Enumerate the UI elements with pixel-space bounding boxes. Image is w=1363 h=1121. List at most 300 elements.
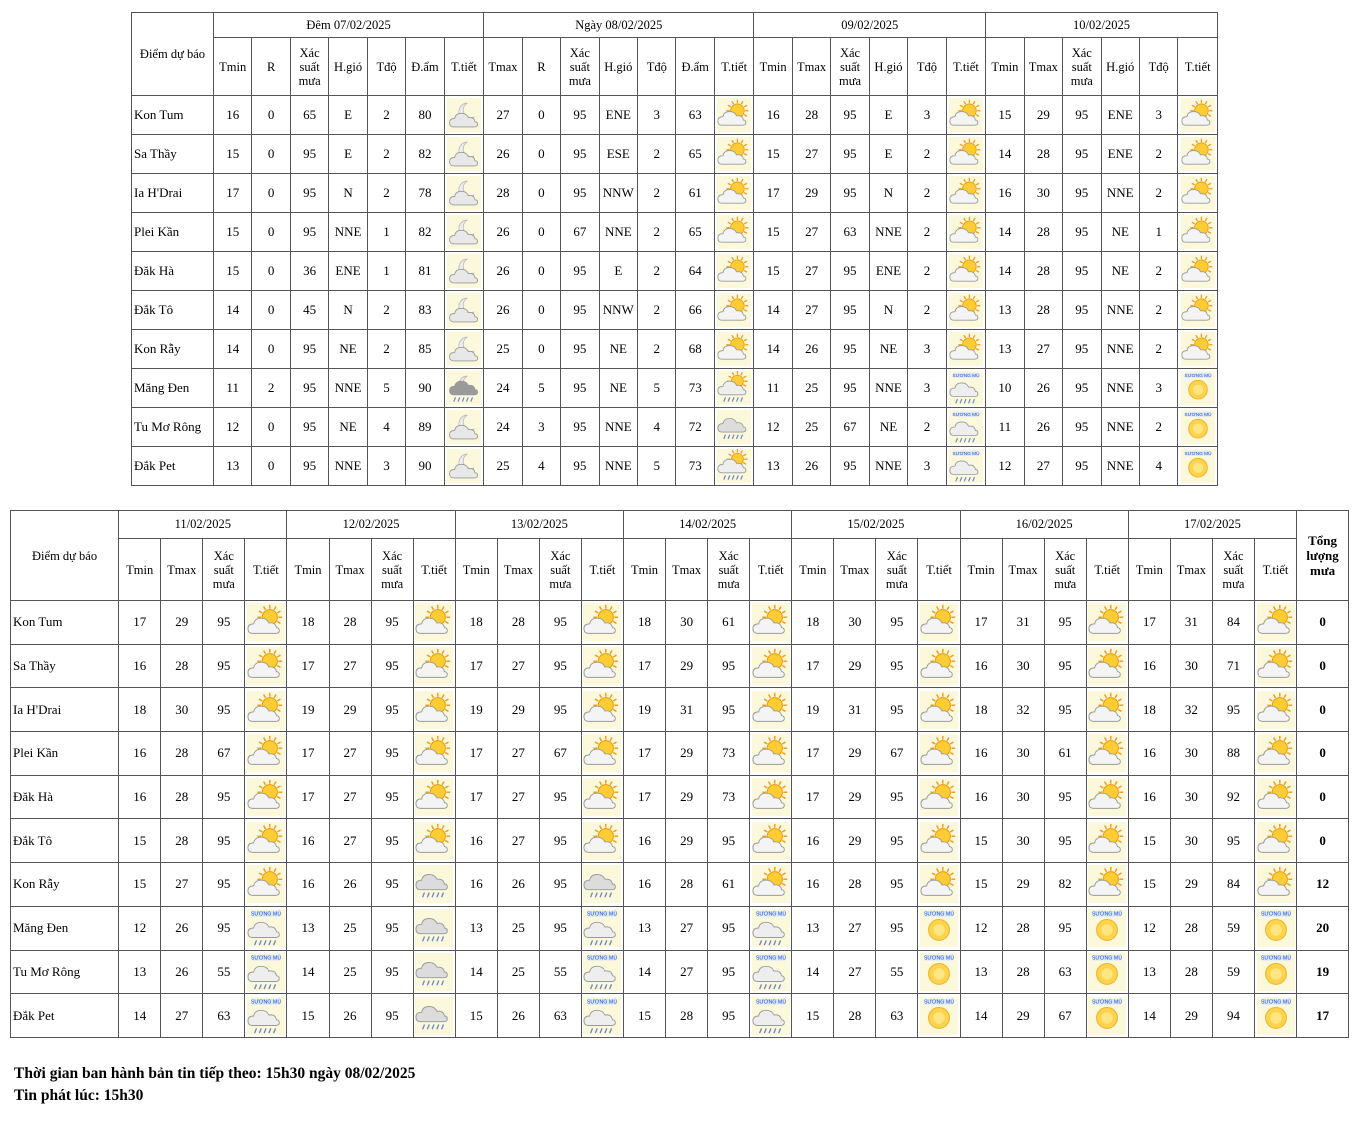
value-cell: 16 [754, 96, 792, 135]
value-cell: NNE [869, 369, 907, 408]
day-header: 15/02/2025 [792, 511, 960, 539]
value-cell: 11 [213, 369, 251, 408]
value-cell: 61 [676, 174, 714, 213]
value-cell: 17 [455, 775, 497, 819]
weather-cell [1086, 994, 1128, 1038]
value-cell: 28 [329, 601, 371, 645]
value-cell: 26 [497, 994, 539, 1038]
fog-label: SƯƠNG MÙ [755, 955, 786, 962]
column-header: Tmin [986, 38, 1024, 96]
value-cell: 28 [161, 819, 203, 863]
value-cell: 61 [708, 863, 750, 907]
next-issue-time: Thời gian ban hành bản tin tiếp theo: 15h30 ngày 08/02/2025 [14, 1065, 416, 1082]
weather-cell [918, 906, 960, 950]
value-cell: 90 [406, 369, 444, 408]
value-cell: 95 [831, 291, 869, 330]
value-cell: 28 [1024, 135, 1062, 174]
value-cell: 14 [754, 330, 792, 369]
value-cell: 16 [1128, 775, 1170, 819]
fog-label: SƯƠNG MÙ [1092, 911, 1123, 918]
sun-cloud-icon [1181, 293, 1215, 327]
value-cell: 78 [406, 174, 444, 213]
day-header: 10/02/2025 [986, 13, 1218, 38]
weather-cell [1178, 447, 1217, 486]
value-cell: 88 [1212, 732, 1254, 776]
value-cell: 25 [497, 906, 539, 950]
value-cell: 0 [522, 174, 560, 213]
value-cell: 95 [708, 644, 750, 688]
value-cell: 95 [876, 644, 918, 688]
value-cell: 65 [676, 135, 714, 174]
column-header: Xác suất mưa [876, 539, 918, 601]
weather-cell [413, 601, 455, 645]
value-cell: 16 [119, 775, 161, 819]
fog-sun-icon [1181, 449, 1215, 483]
column-header: Xác suất mưa [708, 539, 750, 601]
value-cell: 83 [406, 291, 444, 330]
column-header: T.tiết [581, 539, 623, 601]
value-cell: NE [869, 408, 907, 447]
value-cell: 3 [908, 96, 946, 135]
table-row [132, 135, 1218, 174]
weather-cell [750, 863, 792, 907]
column-header: T.tiết [918, 539, 960, 601]
value-cell: 28 [484, 174, 522, 213]
column-header: Tmax [1024, 38, 1062, 96]
value-cell: 2 [638, 252, 676, 291]
value-cell: 14 [213, 330, 251, 369]
fog-label: SƯƠNG MÙ [1092, 999, 1123, 1006]
value-cell: 24 [484, 369, 522, 408]
sun-cloud-icon [247, 603, 285, 641]
value-cell: 30 [1002, 819, 1044, 863]
value-cell: 2 [908, 135, 946, 174]
value-cell: 19 [792, 688, 834, 732]
value-cell: NNE [1101, 408, 1139, 447]
value-cell: 29 [497, 688, 539, 732]
value-cell: 30 [1002, 732, 1044, 776]
weather-cell [714, 447, 753, 486]
location-name: Kon Tum [11, 601, 119, 645]
value-cell: 13 [287, 906, 329, 950]
value-cell: 15 [287, 994, 329, 1038]
value-cell: 28 [161, 732, 203, 776]
value-cell: 45 [290, 291, 328, 330]
sun-cloud-icon [1088, 691, 1126, 729]
value-cell: 3 [908, 447, 946, 486]
value-cell: 26 [1024, 408, 1062, 447]
value-cell: 16 [623, 863, 665, 907]
weather-cell [714, 408, 753, 447]
table-row [132, 174, 1218, 213]
value-cell: 13 [986, 291, 1024, 330]
value-cell: 13 [1128, 950, 1170, 994]
fog-sun-icon [1181, 410, 1215, 444]
value-cell: 95 [539, 601, 581, 645]
value-cell: 13 [754, 447, 792, 486]
weather-cell [946, 291, 985, 330]
value-cell: 95 [1063, 291, 1101, 330]
value-cell: NNE [1101, 174, 1139, 213]
column-header: Xác suất mưa [1044, 539, 1086, 601]
column-header: Xác suất mưa [1212, 539, 1254, 601]
value-cell: 95 [203, 775, 245, 819]
value-cell: NNE [1101, 447, 1139, 486]
value-cell: NE [1101, 213, 1139, 252]
total-rain-value: 12 [1297, 863, 1349, 907]
fog-rain-icon [583, 997, 621, 1035]
column-header: T.tiết [1086, 539, 1128, 601]
value-cell: 27 [792, 135, 830, 174]
sun-cloud-icon [920, 865, 958, 903]
sun-cloud-icon [1257, 691, 1295, 729]
location-name: Kon Tum [132, 96, 214, 135]
value-cell: 4 [367, 408, 405, 447]
value-cell: 95 [561, 447, 599, 486]
value-cell: 13 [986, 330, 1024, 369]
value-cell: 28 [1024, 213, 1062, 252]
fog-label: SƯƠNG MÙ [1260, 911, 1291, 918]
sun-cloud-icon [717, 98, 751, 132]
value-cell: 95 [371, 601, 413, 645]
value-cell: 67 [1044, 994, 1086, 1038]
weather-cell [1254, 601, 1296, 645]
value-cell: 26 [161, 950, 203, 994]
value-cell: 2 [367, 135, 405, 174]
value-cell: 95 [876, 601, 918, 645]
weather-cell [1086, 732, 1128, 776]
cloud-rain-icon [583, 865, 621, 903]
value-cell: 95 [203, 601, 245, 645]
value-cell: 16 [287, 819, 329, 863]
weather-cell [714, 213, 753, 252]
column-header: Xác suất mưa [1063, 38, 1101, 96]
value-cell: 95 [831, 369, 869, 408]
value-cell: NNE [329, 447, 367, 486]
fog-label: SƯƠNG MÙ [250, 999, 282, 1006]
value-cell: 15 [119, 863, 161, 907]
value-cell: 85 [406, 330, 444, 369]
weather-cell [1178, 408, 1217, 447]
weather-cell [444, 447, 484, 486]
value-cell: N [869, 291, 907, 330]
weather-cell [1178, 369, 1217, 408]
value-cell: 27 [1024, 330, 1062, 369]
value-cell: 95 [1063, 408, 1101, 447]
table-row [132, 96, 1218, 135]
weather-cell [714, 330, 753, 369]
fog-rain-icon [949, 449, 983, 483]
sun-cloud-icon [949, 293, 983, 327]
column-header: H.gió [599, 38, 637, 96]
value-cell: 3 [1139, 369, 1177, 408]
value-cell: 28 [161, 775, 203, 819]
sun-cloud-icon [1257, 822, 1295, 860]
location-name: Kon Rẫy [132, 330, 214, 369]
value-cell: 3 [638, 96, 676, 135]
value-cell: 13 [960, 950, 1002, 994]
value-cell: 16 [986, 174, 1024, 213]
value-cell: 26 [484, 135, 522, 174]
weather-cell [1178, 96, 1217, 135]
value-cell: 25 [792, 369, 830, 408]
weather-cell [750, 819, 792, 863]
value-cell: 31 [1170, 601, 1212, 645]
value-cell: 84 [1212, 601, 1254, 645]
value-cell: 15 [1128, 863, 1170, 907]
value-cell: 95 [831, 447, 869, 486]
location-name: Ia H'Drai [132, 174, 214, 213]
column-header: Tmax [1002, 539, 1044, 601]
weather-cell [750, 732, 792, 776]
value-cell: 27 [484, 96, 522, 135]
weather-cell [918, 994, 960, 1038]
sun-cloud-icon [1257, 865, 1295, 903]
night-cloud-icon [447, 137, 481, 171]
value-cell: 27 [497, 732, 539, 776]
sun-cloud-icon [1181, 98, 1215, 132]
value-cell: 29 [1170, 994, 1212, 1038]
value-cell: 95 [831, 252, 869, 291]
value-cell: 28 [1024, 291, 1062, 330]
value-cell: 26 [484, 252, 522, 291]
value-cell: 13 [455, 906, 497, 950]
value-cell: 67 [539, 732, 581, 776]
column-header: Tmax [497, 539, 539, 601]
sun-cloud-icon [920, 603, 958, 641]
value-cell: 92 [1212, 775, 1254, 819]
value-cell: 95 [290, 447, 328, 486]
value-cell: 5 [367, 369, 405, 408]
weather-cell [714, 291, 753, 330]
value-cell: 27 [834, 950, 876, 994]
sun-cloud-icon [717, 137, 751, 171]
column-header: Đ.ẩm [406, 38, 444, 96]
value-cell: 0 [522, 291, 560, 330]
value-cell: NNE [329, 213, 367, 252]
weather-cell [444, 96, 484, 135]
value-cell: 95 [290, 369, 328, 408]
weather-cell [581, 688, 623, 732]
value-cell: 15 [213, 213, 251, 252]
value-cell: 55 [876, 950, 918, 994]
weather-cell [918, 863, 960, 907]
weather-cell [444, 135, 484, 174]
value-cell: 0 [522, 252, 560, 291]
value-cell: 95 [290, 174, 328, 213]
fog-sun-icon [1257, 997, 1295, 1035]
weather-cell [444, 291, 484, 330]
sun-cloud-icon [1088, 734, 1126, 772]
table-row [11, 819, 1349, 863]
cloud-rain-icon [415, 909, 453, 947]
value-cell: 2 [908, 174, 946, 213]
sun-cloud-icon [415, 603, 453, 641]
weather-cell [946, 369, 985, 408]
fog-rain-icon [583, 909, 621, 947]
weather-cell [918, 601, 960, 645]
value-cell: 0 [252, 291, 290, 330]
value-cell: 15 [960, 819, 1002, 863]
weather-cell [413, 819, 455, 863]
value-cell: 95 [539, 819, 581, 863]
column-header: R [522, 38, 560, 96]
value-cell: 95 [1063, 369, 1101, 408]
value-cell: 29 [1024, 96, 1062, 135]
value-cell: 95 [1044, 644, 1086, 688]
value-cell: 17 [623, 644, 665, 688]
value-cell: 16 [1128, 732, 1170, 776]
night-cloud-icon [447, 254, 481, 288]
value-cell: 17 [119, 601, 161, 645]
table-row [132, 330, 1218, 369]
total-rain-value: 17 [1297, 994, 1349, 1038]
value-cell: 65 [290, 96, 328, 135]
weather-cell [1254, 732, 1296, 776]
value-cell: 2 [908, 252, 946, 291]
sun-cloud-icon [1088, 603, 1126, 641]
weather-cell [714, 96, 753, 135]
value-cell: 2 [638, 174, 676, 213]
weather-cell [581, 906, 623, 950]
value-cell: 2 [908, 408, 946, 447]
value-cell: 95 [539, 906, 581, 950]
value-cell: E [869, 135, 907, 174]
weather-cell [444, 174, 484, 213]
value-cell: 27 [666, 950, 708, 994]
value-cell: 17 [1128, 601, 1170, 645]
location-name: Đắk Pet [11, 994, 119, 1038]
value-cell: 30 [161, 688, 203, 732]
fog-sun-icon [920, 909, 958, 947]
value-cell: NNW [599, 291, 637, 330]
weather-cell [581, 775, 623, 819]
total-rain-value: 0 [1297, 775, 1349, 819]
column-header: Xác suất mưa [371, 539, 413, 601]
value-cell: 36 [290, 252, 328, 291]
column-header: T.tiết [413, 539, 455, 601]
value-cell: 95 [561, 174, 599, 213]
value-cell: 0 [252, 252, 290, 291]
value-cell: 94 [1212, 994, 1254, 1038]
value-cell: 2 [1139, 330, 1177, 369]
value-cell: 14 [1128, 994, 1170, 1038]
value-cell: 82 [406, 135, 444, 174]
value-cell: 5 [522, 369, 560, 408]
value-cell: 30 [1024, 174, 1062, 213]
weather-cell [750, 906, 792, 950]
value-cell: 27 [329, 775, 371, 819]
location-name: Đắk Tô [132, 291, 214, 330]
value-cell: 95 [831, 135, 869, 174]
value-cell: NNE [1101, 369, 1139, 408]
fog-label: SƯƠNG MÙ [1092, 955, 1123, 962]
value-cell: 15 [455, 994, 497, 1038]
column-header: H.gió [1101, 38, 1139, 96]
day-header: 14/02/2025 [623, 511, 791, 539]
column-header: Tmax [484, 38, 522, 96]
value-cell: 59 [1212, 950, 1254, 994]
value-cell: 1 [367, 213, 405, 252]
sun-cloud-icon [920, 647, 958, 685]
fog-label: SƯƠNG MÙ [1260, 999, 1291, 1006]
weather-cell [444, 408, 484, 447]
value-cell: 13 [213, 447, 251, 486]
value-cell: 1 [367, 252, 405, 291]
column-header: Tmax [161, 539, 203, 601]
weather-cell [1086, 775, 1128, 819]
value-cell: 27 [792, 213, 830, 252]
value-cell: 16 [792, 819, 834, 863]
weather-cell [1254, 863, 1296, 907]
value-cell: 95 [561, 135, 599, 174]
sun-cloud-icon [1181, 332, 1215, 366]
weather-cell [413, 644, 455, 688]
sun-cloud-icon [752, 822, 790, 860]
value-cell: 2 [367, 96, 405, 135]
sun-cloud-icon [920, 734, 958, 772]
value-cell: 14 [986, 252, 1024, 291]
value-cell: 3 [367, 447, 405, 486]
value-cell: 26 [484, 213, 522, 252]
value-cell: 25 [792, 408, 830, 447]
column-header: Tmin [792, 539, 834, 601]
weather-cell [918, 644, 960, 688]
sun-cloud-icon [752, 778, 790, 816]
sun-cloud-icon [247, 734, 285, 772]
value-cell: 95 [1044, 819, 1086, 863]
weather-cell [1178, 291, 1217, 330]
value-cell: 17 [792, 732, 834, 776]
table-row [132, 291, 1218, 330]
value-cell: 19 [287, 688, 329, 732]
value-cell: 95 [290, 213, 328, 252]
value-cell: 95 [371, 863, 413, 907]
value-cell: 14 [623, 950, 665, 994]
value-cell: 89 [406, 408, 444, 447]
column-header: H.gió [329, 38, 367, 96]
weather-cell [714, 174, 753, 213]
value-cell: 95 [371, 732, 413, 776]
weather-cell [1178, 252, 1217, 291]
cloud-rain-icon [415, 865, 453, 903]
sun-cloud-icon [415, 734, 453, 772]
fog-sun-icon [1257, 953, 1295, 991]
weather-cell [1254, 950, 1296, 994]
weather-cell [1086, 950, 1128, 994]
table-row [132, 369, 1218, 408]
value-cell: 28 [834, 863, 876, 907]
weather-cell [1086, 601, 1128, 645]
weather-cell [245, 644, 287, 688]
value-cell: 14 [986, 135, 1024, 174]
value-cell: 2 [1139, 408, 1177, 447]
sun-cloud-icon [1257, 778, 1295, 816]
column-header: T.tiết [444, 38, 484, 96]
value-cell: 81 [406, 252, 444, 291]
value-cell: 95 [561, 408, 599, 447]
sun-cloud-icon [1181, 137, 1215, 171]
day-header: 12/02/2025 [287, 511, 455, 539]
sun-cloud-icon [717, 176, 751, 210]
weather-cell [444, 213, 484, 252]
value-cell: 95 [371, 906, 413, 950]
value-cell: 64 [676, 252, 714, 291]
value-cell: 14 [213, 291, 251, 330]
value-cell: 26 [329, 994, 371, 1038]
sun-cloud-icon [247, 865, 285, 903]
column-header: T.tiết [245, 539, 287, 601]
